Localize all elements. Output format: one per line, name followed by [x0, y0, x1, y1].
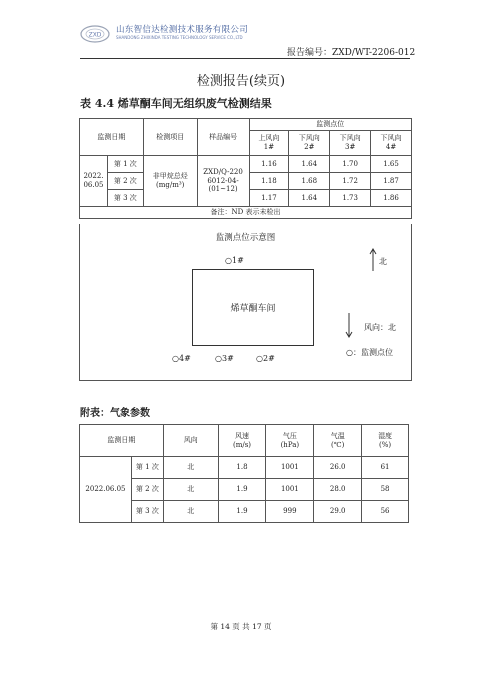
temperature-cell: 26.0 [314, 457, 362, 479]
legend-circle-icon: ○ [346, 348, 353, 357]
value-cell: 1.72 [330, 173, 371, 190]
temperature-cell: 28.0 [314, 479, 362, 501]
workshop-building [192, 269, 314, 346]
point-4: ○4# [172, 354, 191, 363]
point-header: 下风向 3# [330, 131, 371, 156]
point-3: ○3# [215, 354, 234, 363]
value-cell: 1.87 [371, 173, 412, 190]
round-label: 第 3 次 [107, 190, 143, 207]
humidity-cell: 56 [362, 501, 409, 523]
round-label: 第 3 次 [131, 501, 163, 523]
header-pressure: 气压 (hPa) [266, 425, 314, 457]
weather-parameters-table [79, 424, 409, 523]
point-header: 下风向 4# [371, 131, 412, 156]
value-cell: 1.68 [289, 173, 330, 190]
wind-speed-cell: 1.9 [218, 501, 266, 523]
header-points: 监测点位 [249, 119, 411, 131]
humidity-cell: 58 [362, 479, 409, 501]
value-cell: 1.86 [371, 190, 412, 207]
header-wind-speed: 风速 (m/s) [218, 425, 266, 457]
wind-direction-label: 风向：北 [364, 323, 396, 332]
pressure-cell: 1001 [266, 457, 314, 479]
header-wind-direction: 风向 [163, 425, 218, 457]
value-cell: 1.70 [330, 156, 371, 173]
item-cell: 非甲烷总烃 (mg/m³) [143, 156, 197, 207]
date-cell: 2022.06.05 [80, 457, 132, 523]
round-label: 第 2 次 [131, 479, 163, 501]
value-cell: 1.65 [371, 156, 412, 173]
header-date: 监测日期 [80, 119, 144, 156]
pressure-cell: 999 [266, 501, 314, 523]
wind-arrow-icon [344, 312, 354, 338]
header-divider [80, 58, 410, 59]
value-cell: 1.16 [249, 156, 289, 173]
point-1: ○1# [225, 256, 244, 265]
header-sample: 样品编号 [197, 119, 249, 156]
svg-text:ZXD: ZXD [88, 31, 102, 39]
north-arrow-icon [368, 248, 378, 272]
point-header: 下风向 2# [289, 131, 330, 156]
round-label: 第 1 次 [131, 457, 163, 479]
emission-results-table [79, 118, 412, 219]
value-cell: 1.73 [330, 190, 371, 207]
company-name-en: SHANDONG ZHIXINDA TESTING TECHNOLOGY SERVICE CO.,LTD [116, 35, 243, 40]
round-label: 第 2 次 [107, 173, 143, 190]
round-label: 第 1 次 [107, 156, 143, 173]
sample-cell: ZXD/Q-220 6012-04- (01~12) [197, 156, 249, 207]
header-humidity: 湿度 (%) [362, 425, 409, 457]
date-cell: 2022. 06.05 [80, 156, 108, 207]
point-header: 上风向 1# [249, 131, 289, 156]
value-cell: 1.17 [249, 190, 289, 207]
header-date: 监测日期 [80, 425, 164, 457]
point-2: ○2# [256, 354, 275, 363]
pressure-cell: 1001 [266, 479, 314, 501]
header-temperature: 气温 (℃) [314, 425, 362, 457]
report-number: 报告编号：ZXD/WT-2206-012 [287, 48, 416, 58]
diagram-title: 监测点位示意图 [215, 233, 276, 243]
appendix-title: 附表：气象参数 [80, 408, 150, 419]
temperature-cell: 29.0 [314, 501, 362, 523]
table-note: 备注：ND 表示未检出 [80, 207, 412, 219]
header-item: 检测项目 [143, 119, 197, 156]
value-cell: 1.64 [289, 156, 330, 173]
north-label: 北 [379, 257, 387, 266]
page-number: 第 14 页 共 17 页 [210, 622, 272, 631]
humidity-cell: 61 [362, 457, 409, 479]
value-cell: 1.64 [289, 190, 330, 207]
value-cell: 1.18 [249, 173, 289, 190]
wind-direction-cell: 北 [163, 479, 218, 501]
wind-direction-cell: 北 [163, 457, 218, 479]
table-title: 表 4.4 烯草酮车间无组织废气检测结果 [80, 97, 272, 110]
workshop-label: 烯草酮车间 [230, 304, 276, 314]
page-title: 检测报告(续页) [196, 74, 286, 89]
wind-speed-cell: 1.8 [218, 457, 266, 479]
monitoring-site-diagram [79, 224, 412, 381]
company-logo [80, 24, 110, 44]
wind-direction-cell: 北 [163, 501, 218, 523]
company-name: 山东智信达检测技术服务有限公司 [116, 25, 249, 35]
legend-point: ○：监测点位 [346, 348, 393, 357]
wind-speed-cell: 1.9 [218, 479, 266, 501]
